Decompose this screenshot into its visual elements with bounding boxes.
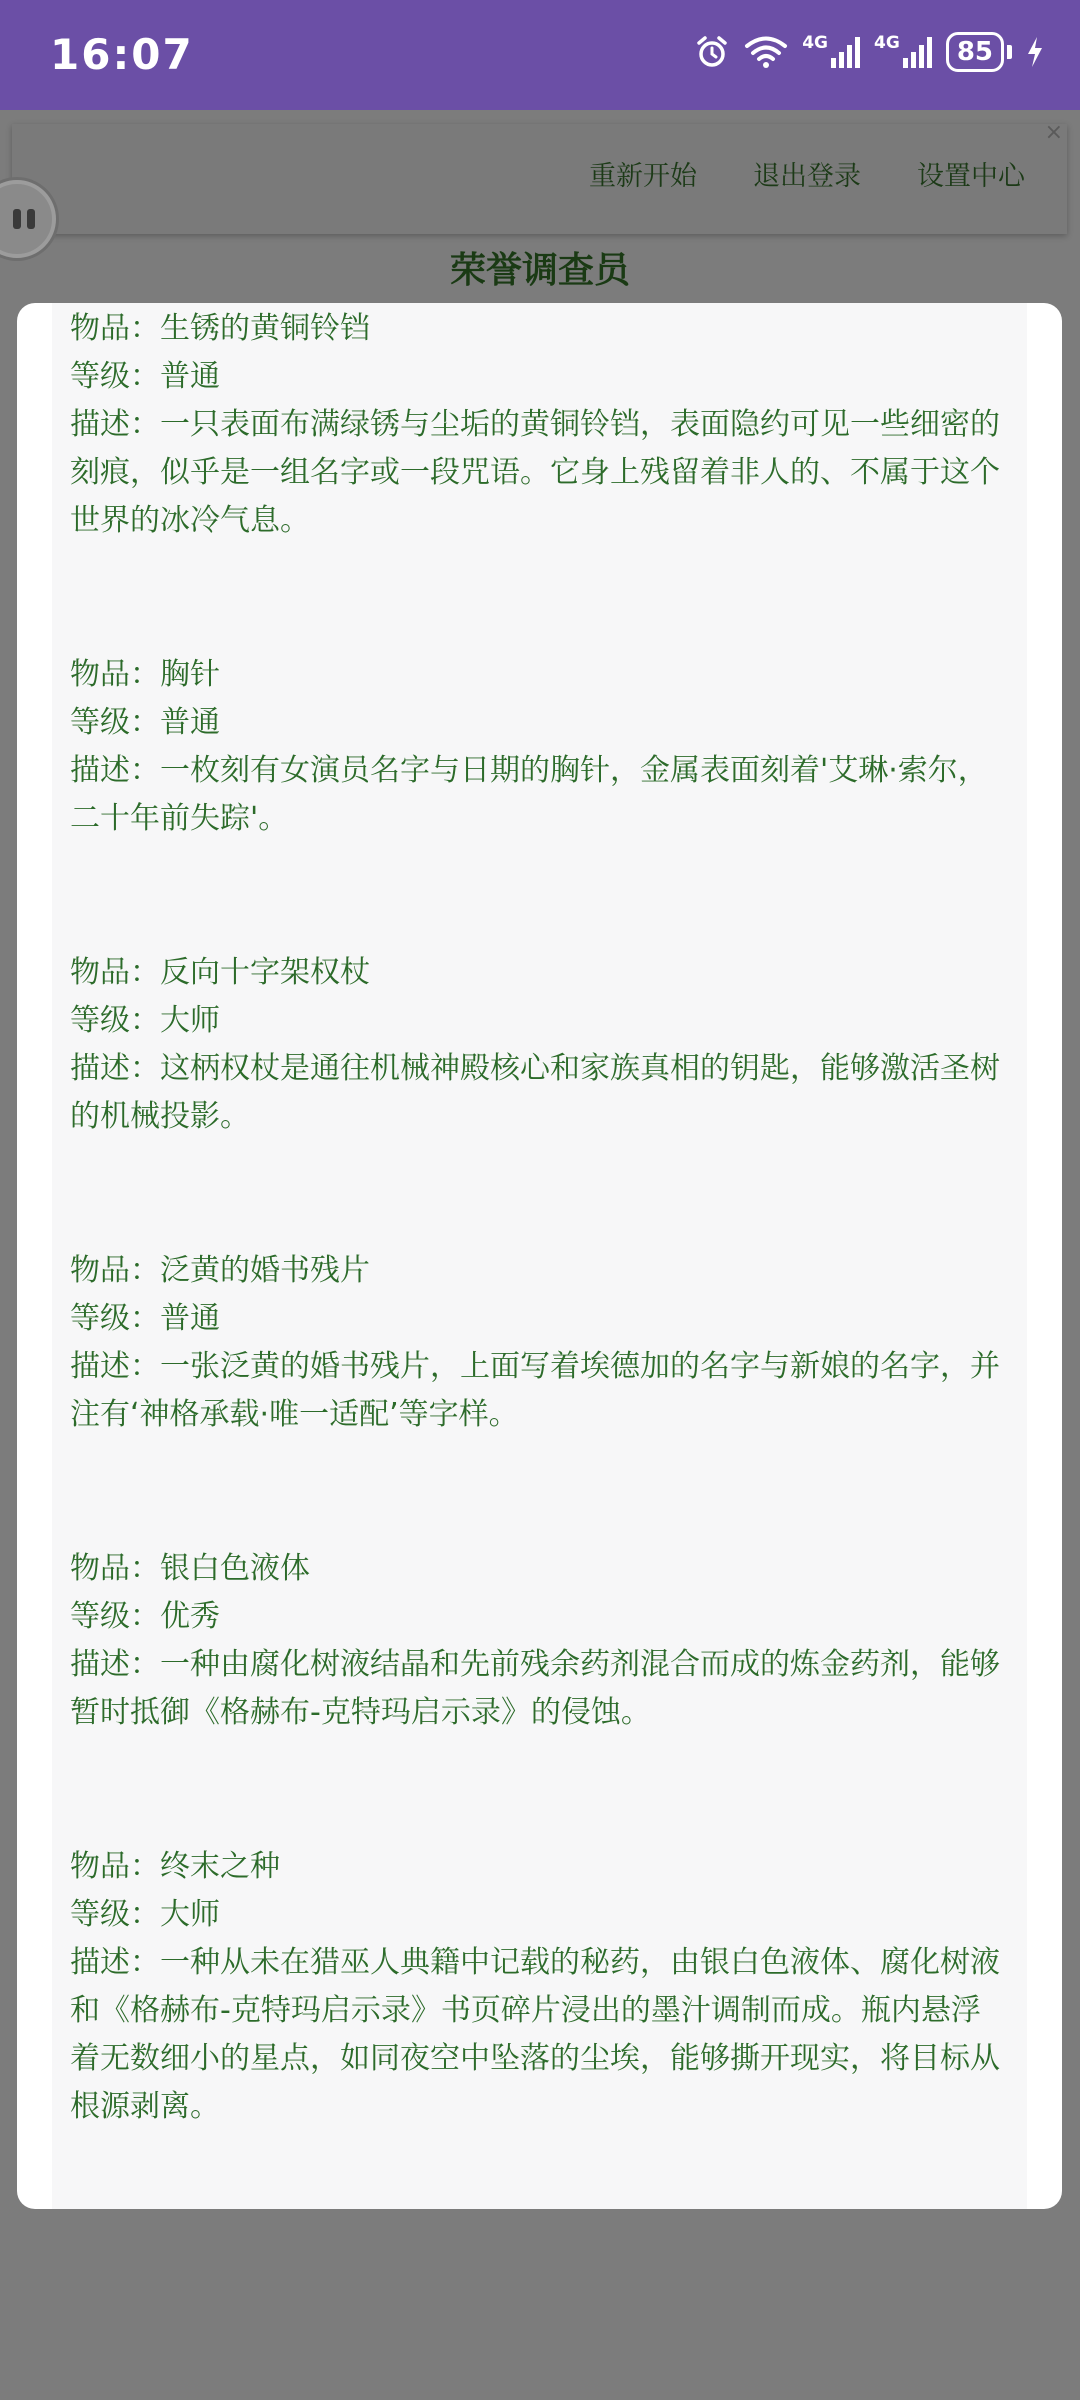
inventory-modal [17,303,1062,2209]
status-time: 16:07 [50,30,194,79]
item-name: 物品：终末之种 [70,1849,280,1884]
item-name: 物品：泛黄的婚书残片 [70,1253,370,1288]
alarm-icon [694,34,730,70]
item-name: 物品：生锈的黄铜铃铛 [70,311,370,346]
item-description: 描述：这柄权杖是通往机械神殿核心和家族真相的钥匙，能够激活圣树的机械投影。 [70,1051,1000,1134]
item-description: 描述：一种从未在猎巫人典籍中记载的秘药，由银白色液体、腐化树液和《格赫布-克特玛启示录》书页碎片浸出的墨汁调制而成。瓶内悬浮着无数细小的星点，如同夜空中坠落的尘埃，能够撕开现实，将目标从根源剥离。 [70,1945,1000,2124]
signal-icon [802,33,860,68]
top-nav [12,120,1067,234]
item-grade: 等级：大师 [70,1003,220,1038]
item-grade: 等级：优秀 [70,1599,220,1634]
item-grade: 等级：普通 [70,705,220,740]
charging-icon [1026,36,1044,68]
network-type-label: 4G [874,33,900,53]
item-name: 物品：胸针 [70,657,220,692]
inventory-list-container[interactable] [52,303,1027,2209]
item-name: 物品：反向十字架权杖 [70,955,370,990]
item-grade: 等级：普通 [70,1301,220,1336]
page-title: 荣誉调查员 [449,250,630,291]
restart-link[interactable]: 重新开始 [589,161,697,192]
logout-link[interactable]: 退出登录 [753,161,861,192]
nav-links [589,154,1025,193]
settings-link[interactable]: 设置中心 [917,161,1025,192]
list-item [70,1545,1010,1737]
list-item [70,949,1010,1141]
item-name: 物品：银白色液体 [70,1551,310,1586]
item-description: 描述：一种由腐化树液结晶和先前残余药剂混合而成的炼金药剂，能够暂时抵御《格赫布-克特玛启示录》的侵蚀。 [70,1647,1000,1730]
item-description: 描述：一枚刻有女演员名字与日期的胸针，金属表面刻着'艾琳·索尔，二十年前失踪'。 [70,753,988,836]
pause-icon [13,209,35,229]
status-icons [694,32,1044,72]
item-grade: 等级：普通 [70,359,220,394]
battery-icon [946,32,1012,72]
item-description: 描述：一张泛黄的婚书残片，上面写着埃德加的名字与新娘的名字，并注有‘神格承载·唯一适配’等字样。 [70,1349,1000,1432]
list-item [70,1843,1010,2131]
status-bar [0,0,1080,110]
list-item [70,305,1010,545]
battery-level: 85 [946,32,1004,72]
signal-icon [874,33,932,68]
inventory-list [70,305,1010,2131]
item-grade: 等级：大师 [70,1897,220,1932]
item-description: 描述：一只表面布满绿锈与尘垢的黄铜铃铛，表面隐约可见一些细密的刻痕，似乎是一组名字或一段咒语。它身上残留着非人的、不属于这个世界的冰冷气息。 [70,407,1000,538]
list-item [70,1247,1010,1439]
network-type-label: 4G [802,33,829,53]
wifi-icon [744,35,788,69]
list-item [70,651,1010,843]
close-icon[interactable]: × [1044,120,1063,145]
